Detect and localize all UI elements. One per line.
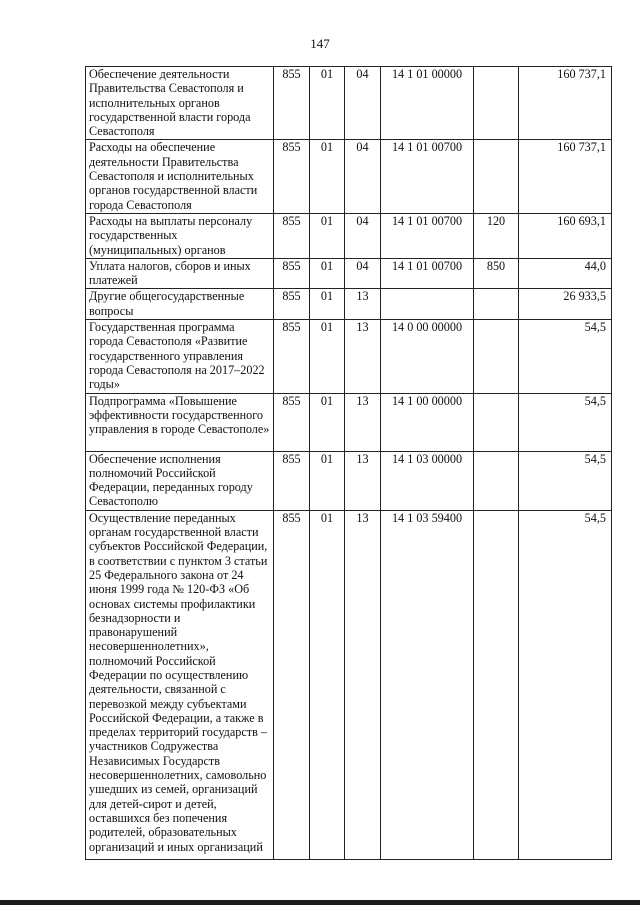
row-pr: 13 (345, 320, 381, 393)
row-rz: 01 (310, 510, 345, 859)
row-ved: 855 (274, 320, 310, 393)
row-name: Другие общегосударственные вопросы (86, 289, 274, 320)
row-vr (474, 510, 519, 859)
row-pr: 13 (345, 451, 381, 510)
row-csr: 14 1 01 00000 (381, 67, 474, 140)
row-ved: 855 (274, 140, 310, 213)
row-pr: 13 (345, 289, 381, 320)
row-sum: 44,0 (519, 258, 612, 289)
row-rz: 01 (310, 320, 345, 393)
row-sum: 54,5 (519, 510, 612, 859)
row-vr: 120 (474, 213, 519, 258)
row-pr: 04 (345, 140, 381, 213)
row-vr (474, 289, 519, 320)
table-row (86, 258, 612, 289)
table-row (86, 289, 612, 320)
row-ved: 855 (274, 510, 310, 859)
row-ved: 855 (274, 451, 310, 510)
row-sum: 54,5 (519, 393, 612, 451)
budget-table (85, 66, 612, 860)
row-csr: 14 1 01 00700 (381, 140, 474, 213)
row-ved: 855 (274, 289, 310, 320)
row-name: Обеспечение исполнения полномочий Российской Федерации, переданных городу Севастополю (86, 451, 274, 510)
table-row (86, 140, 612, 213)
row-rz: 01 (310, 258, 345, 289)
row-pr: 04 (345, 258, 381, 289)
scan-edge (0, 900, 640, 905)
row-csr (381, 289, 474, 320)
row-vr (474, 320, 519, 393)
row-csr: 14 1 03 00000 (381, 451, 474, 510)
table-row (86, 67, 612, 140)
row-ved: 855 (274, 213, 310, 258)
row-name: Расходы на выплаты персоналу государственных (муниципальных) органов (86, 213, 274, 258)
row-sum: 160 737,1 (519, 67, 612, 140)
table-row (86, 320, 612, 393)
row-vr (474, 451, 519, 510)
row-csr: 14 1 01 00700 (381, 258, 474, 289)
row-vr (474, 140, 519, 213)
row-rz: 01 (310, 451, 345, 510)
row-csr: 14 1 03 59400 (381, 510, 474, 859)
row-csr: 14 0 00 00000 (381, 320, 474, 393)
row-rz: 01 (310, 140, 345, 213)
row-name: Обеспечение деятельности Правительства Севастополя и исполнительных органов государственной власти города Севастополя (86, 67, 274, 140)
table-row (86, 451, 612, 510)
row-sum: 26 933,5 (519, 289, 612, 320)
row-sum: 160 737,1 (519, 140, 612, 213)
row-csr: 14 1 00 00000 (381, 393, 474, 451)
row-name: Осуществление переданных органам государственной власти субъектов Российской Федерации, в соответствии с пунктом 3 статьи 25 Федерального закона от 24 июня 1999 года № 120-ФЗ «Об основах системы профилактики безнадзорности и правонарушений несовершеннолетних», полномочий Российской Федерации по осуществлению деятельности, связанной с перевозкой между субъектами Российской Федерации, а также в пределах территорий государств – участников Содружества Независимых Государств несовершеннолетних, самовольно ушедших из семей, организаций для детей-сирот и детей, оставшихся без попечения родителей, образовательных организаций и иных организаций (86, 510, 274, 859)
row-rz: 01 (310, 67, 345, 140)
row-vr (474, 393, 519, 451)
row-csr: 14 1 01 00700 (381, 213, 474, 258)
table-row (86, 393, 612, 451)
row-rz: 01 (310, 393, 345, 451)
row-ved: 855 (274, 393, 310, 451)
row-sum: 54,5 (519, 320, 612, 393)
row-pr: 13 (345, 510, 381, 859)
table-row (86, 213, 612, 258)
row-vr: 850 (474, 258, 519, 289)
row-pr: 13 (345, 393, 381, 451)
page-number: 147 (310, 36, 330, 51)
row-name: Государственная программа города Севастополя «Развитие государственного управления города Севастополя на 2017–2022 годы» (86, 320, 274, 393)
row-sum: 160 693,1 (519, 213, 612, 258)
row-pr: 04 (345, 213, 381, 258)
row-name: Подпрограмма «Повышение эффективности государственного управления в городе Севастополе» (86, 393, 274, 451)
row-name: Уплата налогов, сборов и иных платежей (86, 258, 274, 289)
table-row (86, 510, 612, 859)
row-sum: 54,5 (519, 451, 612, 510)
row-name: Расходы на обеспечение деятельности Правительства Севастополя и исполнительных органов государственной власти города Севастополя (86, 140, 274, 213)
row-rz: 01 (310, 213, 345, 258)
row-rz: 01 (310, 289, 345, 320)
row-ved: 855 (274, 67, 310, 140)
row-vr (474, 67, 519, 140)
row-ved: 855 (274, 258, 310, 289)
row-pr: 04 (345, 67, 381, 140)
